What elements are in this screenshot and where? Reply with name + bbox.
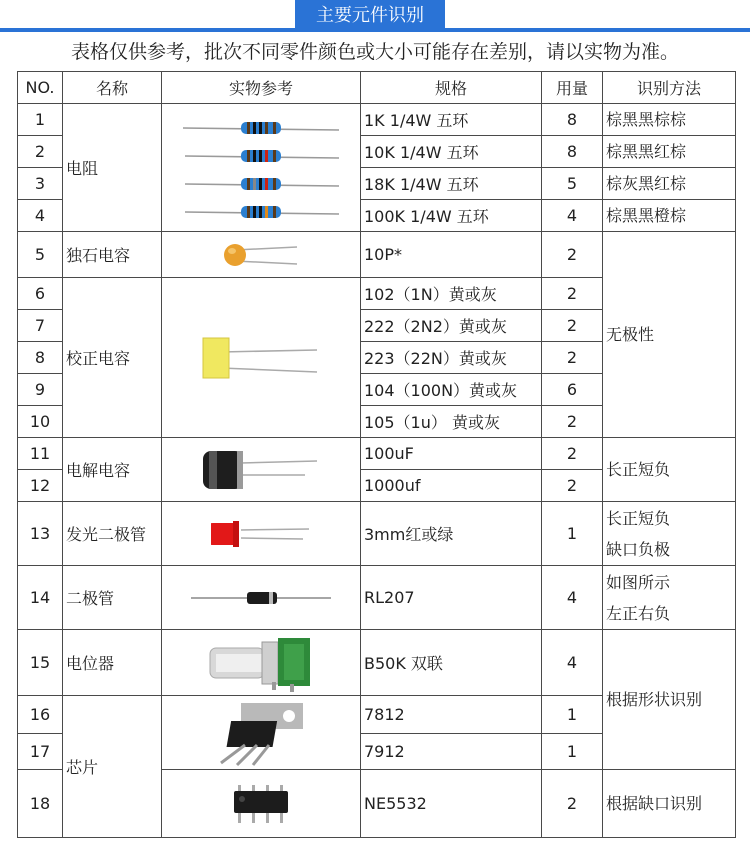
spec-cell: 104（100N）黄或灰: [361, 374, 542, 406]
spec-cell: 7812: [361, 696, 542, 734]
spec-cell: 7912: [361, 734, 542, 770]
table-row: [18, 438, 736, 470]
correction-cap-photo: [162, 278, 361, 438]
table-row: [18, 104, 736, 136]
monolithic-cap-image: [221, 239, 301, 271]
table-row: [18, 232, 736, 278]
potentiometer-photo: [162, 630, 361, 696]
ident-led-line2: 缺口负极: [606, 539, 671, 559]
name-chip: 芯片: [63, 696, 162, 838]
ident-diode-line1: 如图所示: [606, 572, 671, 592]
col-header-ident: 识别方法: [603, 72, 736, 104]
qty-cell: 4: [542, 630, 603, 696]
row-number: 4: [18, 200, 63, 232]
diode-photo: [162, 566, 361, 630]
ident-diode-line2: 左正右负: [606, 603, 671, 623]
row-number: 6: [18, 278, 63, 310]
spec-cell: 102（1N）黄或灰: [361, 278, 542, 310]
led-image: [211, 519, 311, 549]
qty-cell: 4: [542, 566, 603, 630]
row-number: 7: [18, 310, 63, 342]
ident-led: [603, 502, 736, 566]
table-row: [18, 566, 736, 630]
component-table: [17, 71, 736, 838]
qty-cell: 4: [542, 200, 603, 232]
col-header-spec: 规格: [361, 72, 542, 104]
spec-cell: NE5532: [361, 770, 542, 838]
qty-cell: 2: [542, 438, 603, 470]
row-number: 1: [18, 104, 63, 136]
name-correction-cap: 校正电容: [63, 278, 162, 438]
spec-cell: 3mm红或绿: [361, 502, 542, 566]
table-row: [18, 502, 736, 566]
potentiometer-image: [206, 634, 316, 692]
title-bar: [0, 0, 750, 32]
led-photo: [162, 502, 361, 566]
name-electrolytic-cap: 电解电容: [63, 438, 162, 502]
qty-cell: 5: [542, 168, 603, 200]
resistor-image: [181, 112, 341, 224]
ident-electrolytic: 长正短负: [603, 438, 736, 502]
spec-cell: 222（2N2）黄或灰: [361, 310, 542, 342]
name-resistor: 电阻: [63, 104, 162, 232]
ident-cell: 棕灰黑红棕: [603, 168, 736, 200]
row-number: 17: [18, 734, 63, 770]
opamp-photo: [162, 770, 361, 838]
qty-cell: 2: [542, 232, 603, 278]
qty-cell: 2: [542, 770, 603, 838]
qty-cell: 2: [542, 342, 603, 374]
qty-cell: 2: [542, 470, 603, 502]
opamp-image: [226, 781, 296, 827]
qty-cell: 6: [542, 374, 603, 406]
spec-cell: 10P*: [361, 232, 542, 278]
ident-shape: 根据形状识别: [603, 630, 736, 770]
section-title-tab: 主要元件识别: [295, 0, 445, 32]
name-diode: 二极管: [63, 566, 162, 630]
qty-cell: 2: [542, 310, 603, 342]
row-number: 9: [18, 374, 63, 406]
electrolytic-cap-image: [201, 445, 321, 495]
table-header-row: [18, 72, 736, 104]
notice-text: 表格仅供参考，批次不同零件颜色或大小可能存在差别，请以实物为准。: [70, 41, 679, 63]
monolithic-cap-photo: [162, 232, 361, 278]
row-number: 18: [18, 770, 63, 838]
row-number: 3: [18, 168, 63, 200]
qty-cell: 2: [542, 278, 603, 310]
ident-non-polar: 无极性: [603, 232, 736, 438]
row-number: 2: [18, 136, 63, 168]
qty-cell: 2: [542, 406, 603, 438]
diode-image: [191, 590, 331, 606]
spec-cell: 100uF: [361, 438, 542, 470]
col-header-qty: 用量: [542, 72, 603, 104]
regulator-image: [201, 699, 321, 767]
col-header-photo: 实物参考: [162, 72, 361, 104]
row-number: 15: [18, 630, 63, 696]
ident-cell: 棕黑黑棕棕: [603, 104, 736, 136]
qty-cell: 8: [542, 104, 603, 136]
table-row: [18, 630, 736, 696]
name-led: 发光二极管: [63, 502, 162, 566]
row-number: 12: [18, 470, 63, 502]
spec-cell: 18K 1/4W 五环: [361, 168, 542, 200]
spec-cell: 10K 1/4W 五环: [361, 136, 542, 168]
qty-cell: 1: [542, 696, 603, 734]
ident-led-line1: 长正短负: [606, 508, 671, 528]
spec-cell: 1000uf: [361, 470, 542, 502]
row-number: 8: [18, 342, 63, 374]
row-number: 11: [18, 438, 63, 470]
ident-cell: 根据缺口识别: [603, 770, 736, 838]
name-potentiometer: 电位器: [63, 630, 162, 696]
row-number: 16: [18, 696, 63, 734]
ident-cell: 棕黑黑橙棕: [603, 200, 736, 232]
spec-cell: 100K 1/4W 五环: [361, 200, 542, 232]
row-number: 10: [18, 406, 63, 438]
spec-cell: 105（1u） 黄或灰: [361, 406, 542, 438]
qty-cell: 1: [542, 734, 603, 770]
qty-cell: 1: [542, 502, 603, 566]
ident-cell: 棕黑黑红棕: [603, 136, 736, 168]
row-number: 14: [18, 566, 63, 630]
row-number: 13: [18, 502, 63, 566]
electrolytic-cap-photo: [162, 438, 361, 502]
col-header-name: 名称: [63, 72, 162, 104]
correction-cap-image: [201, 328, 321, 388]
regulator-photo: [162, 696, 361, 770]
col-header-no: NO.: [18, 72, 63, 104]
spec-cell: 223（22N）黄或灰: [361, 342, 542, 374]
resistor-photo: [162, 104, 361, 232]
name-monolithic-cap: 独石电容: [63, 232, 162, 278]
row-number: 5: [18, 232, 63, 278]
qty-cell: 8: [542, 136, 603, 168]
spec-cell: RL207: [361, 566, 542, 630]
spec-cell: 1K 1/4W 五环: [361, 104, 542, 136]
spec-cell: B50K 双联: [361, 630, 542, 696]
ident-diode: [603, 566, 736, 630]
